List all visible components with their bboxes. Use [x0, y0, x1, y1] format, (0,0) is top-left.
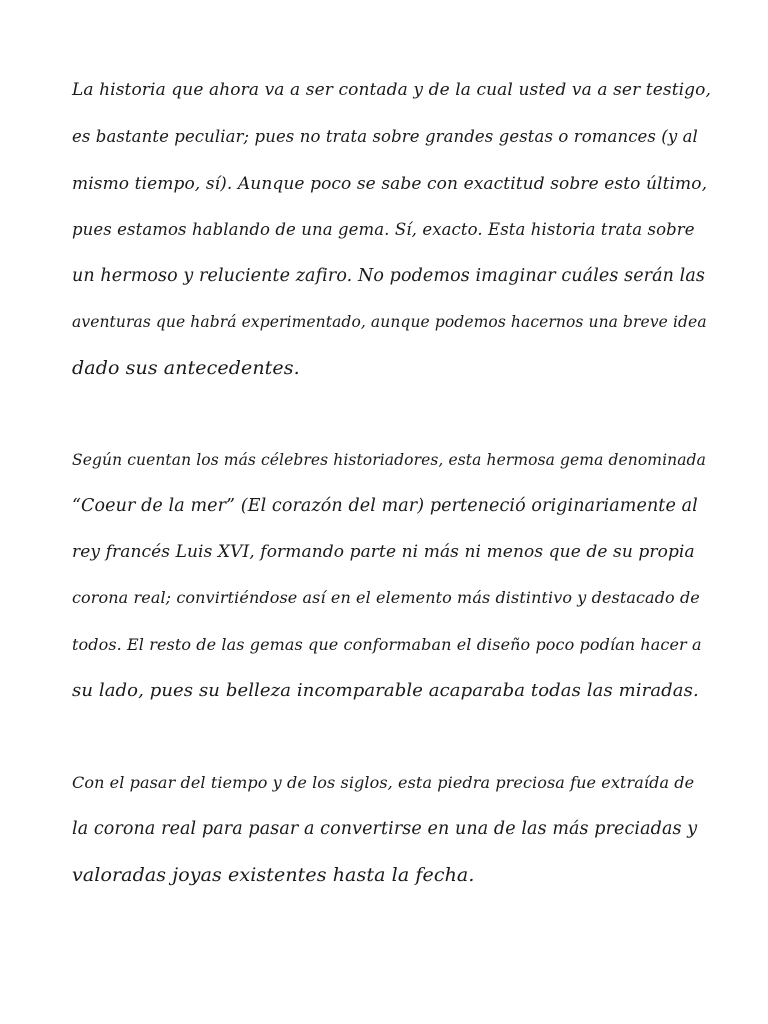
text-line: pues estamos hablando de una gema. Sí, exacto. Esta historia trata sobre [72, 220, 695, 239]
text-line: Según cuentan los más célebres historiadores, esta hermosa gema denominada [72, 451, 706, 469]
text-line: rey francés Luis XVI, formando parte ni más ni menos que de su propia [72, 542, 695, 562]
text-line: su lado, pues su belleza incomparable acaparaba todas las miradas. [72, 680, 699, 701]
text-line: dado sus antecedentes. [72, 357, 300, 379]
text-line: “Coeur de la mer” (El corazón del mar) perteneció originariamente al [72, 496, 698, 516]
text-line: Con el pasar del tiempo y de los siglos, esta piedra preciosa fue extraída de [72, 773, 695, 792]
text-line: todos. El resto de las gemas que conformaban el diseño poco podían hacer a [72, 635, 702, 654]
text-line: aventuras que habrá experimentado, aunque podemos hacernos una breve idea [72, 313, 707, 331]
text-line: la corona real para pasar a convertirse en una de las más preciadas y [72, 819, 698, 839]
text-line: un hermoso y reluciente zafiro. No podemos imaginar cuáles serán las [72, 266, 705, 286]
text-line: valoradas joyas existentes hasta la fecha. [72, 864, 475, 886]
text-line: La historia que ahora va a ser contada y de la cual usted va a ser testigo, [72, 80, 712, 100]
text-line: es bastante peculiar; pues no trata sobre grandes gestas o romances (y al [72, 127, 698, 146]
text-line: mismo tiempo, sí). Aunque poco se sabe con exactitud sobre esto último, [72, 174, 708, 194]
text-line: corona real; convirtiéndose así en el elemento más distintivo y destacado de [72, 588, 700, 607]
